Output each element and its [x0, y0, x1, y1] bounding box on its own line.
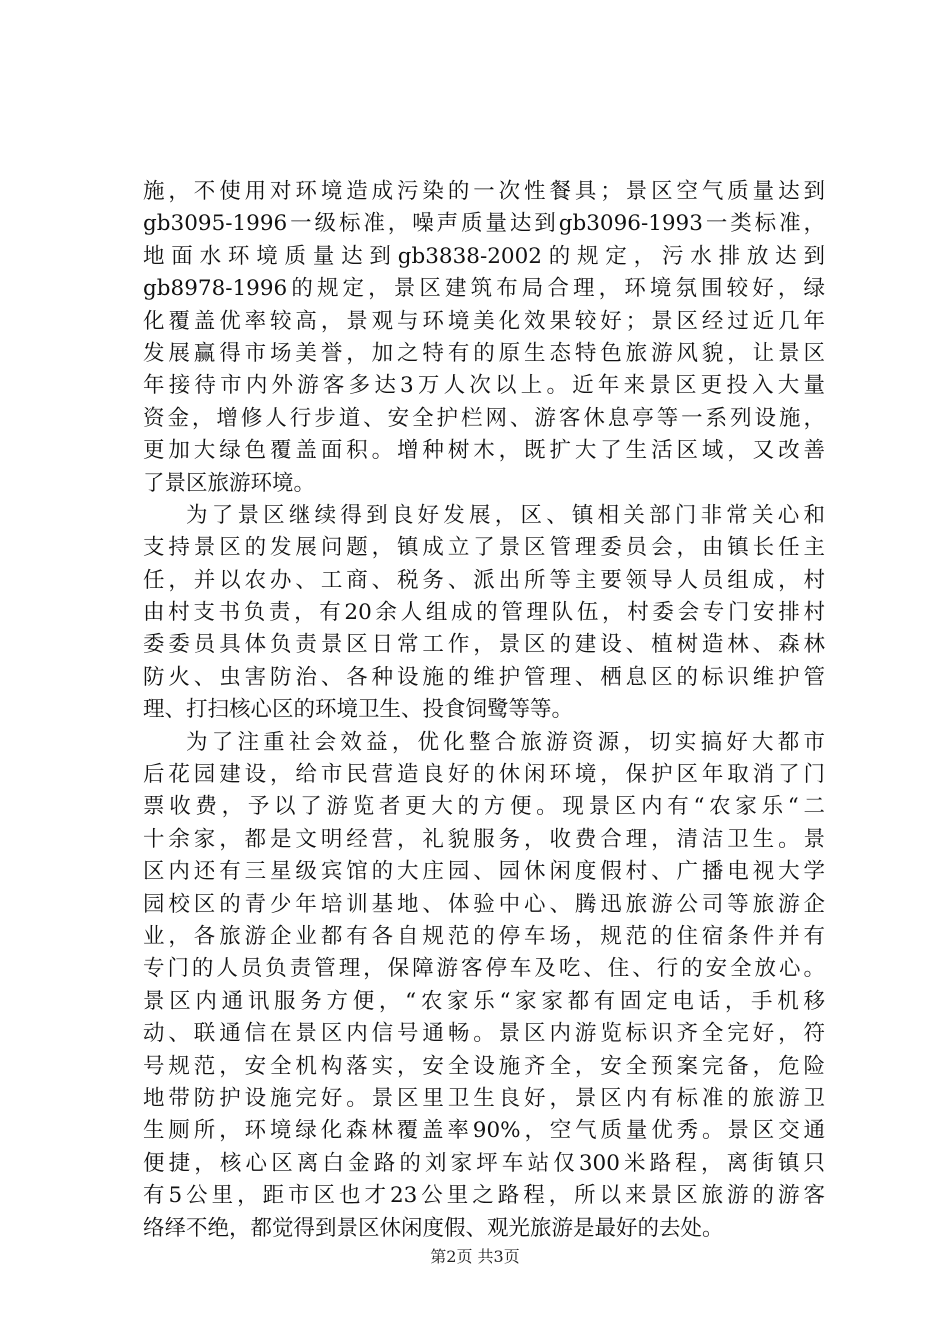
- page-number-footer: 第2页 共3页: [430, 1247, 520, 1266]
- text-line: gb3095-1996一级标准，噪声质量达到gb3096-1993一类标准，: [143, 211, 825, 237]
- text-line: 委委员具体负责景区日常工作，景区的建设、植树造林、森林: [143, 632, 825, 658]
- text-line: 了景区旅游环境。: [143, 470, 316, 496]
- text-line: 理、打扫核心区的环境卫生、投食饲鹭等等。: [143, 697, 574, 723]
- text-line: 化覆盖优率较高，景观与环境美化效果较好；景区经过近几年: [143, 308, 825, 334]
- text-line: 动、联通信在景区内信号通畅。景区内游览标识齐全完好，符: [143, 1021, 825, 1047]
- text-line: 区内还有三星级宾馆的大庄园、园休闲度假村、广播电视大学: [143, 859, 825, 885]
- text-line: 发展赢得市场美誉，加之特有的原生态特色旅游风貌，让景区: [143, 340, 825, 366]
- text-line: 生厕所，环境绿化森林覆盖率90%，空气质量优秀。景区交通: [143, 1118, 825, 1144]
- text-line: 支持景区的发展问题，镇成立了景区管理委员会，由镇长任主: [143, 535, 825, 561]
- text-line: 防火、虫害防治、各种设施的维护管理、栖息区的标识维护管: [143, 664, 825, 690]
- text-line: 地带防护设施完好。景区里卫生良好，景区内有标准的旅游卫: [143, 1085, 825, 1111]
- text-line: 后花园建设，给市民营造良好的休闲环境，保护区年取消了门: [143, 762, 825, 788]
- text-line: 年接待市内外游客多达3万人次以上。近年来景区更投入大量: [143, 373, 825, 399]
- text-line: 便捷，核心区离白金路的刘家坪车站仅300米路程，离街镇只: [143, 1150, 825, 1176]
- text-line: 号规范，安全机构落实，安全设施齐全，安全预案完备，危险: [143, 1053, 825, 1079]
- paragraph-1: [143, 176, 825, 500]
- text-line: 为了景区继续得到良好发展，区、镇相关部门非常关心和: [186, 502, 825, 528]
- text-line: 任，并以农办、工商、税务、派出所等主要领导人员组成，村: [143, 567, 825, 593]
- text-line: 景区内通讯服务方便，“农家乐“家家都有固定电话，手机移: [143, 988, 825, 1014]
- text-line: 更加大绿色覆盖面积。增种树木，既扩大了生活区域，又改善: [143, 438, 825, 464]
- text-line: 园校区的青少年培训基地、体验中心、腾迅旅游公司等旅游企: [143, 891, 825, 917]
- text-line: 地面水环境质量达到gb3838-2002的规定，污水排放达到: [143, 243, 825, 269]
- text-line: 由村支书负责，有20余人组成的管理队伍，村委会专门安排村: [143, 600, 825, 626]
- text-line: 施，不使用对环境造成污染的一次性餐具；景区空气质量达到: [143, 179, 825, 204]
- text-line: 为了注重社会效益，优化整合旅游资源，切实搞好大都市: [186, 729, 825, 755]
- paragraph-2: [143, 500, 825, 727]
- text-line: 络绎不绝，都觉得到景区休闲度假、观光旅游是最好的去处。: [143, 1215, 724, 1241]
- text-line: gb8978-1996的规定，景区建筑布局合理，环境氛围较好，绿: [143, 276, 825, 302]
- text-line: 业，各旅游企业都有各自规范的停车场，规范的住宿条件并有: [143, 923, 825, 949]
- text-line: 十余家，都是文明经营，礼貌服务，收费合理，清洁卫生。景: [143, 826, 825, 852]
- paragraph-3: [143, 727, 825, 1245]
- text-line: 资金，增修人行步道、安全护栏网、游客休息亭等一系列设施，: [143, 405, 825, 431]
- text-line: 专门的人员负责管理，保障游客停车及吃、住、行的安全放心。: [143, 956, 825, 982]
- text-line: 有5公里，距市区也才23公里之路程，所以来景区旅游的游客: [143, 1183, 825, 1209]
- document-body: [143, 176, 825, 1245]
- text-line: 票收费，予以了游览者更大的方便。现景区内有“农家乐“二: [143, 794, 825, 820]
